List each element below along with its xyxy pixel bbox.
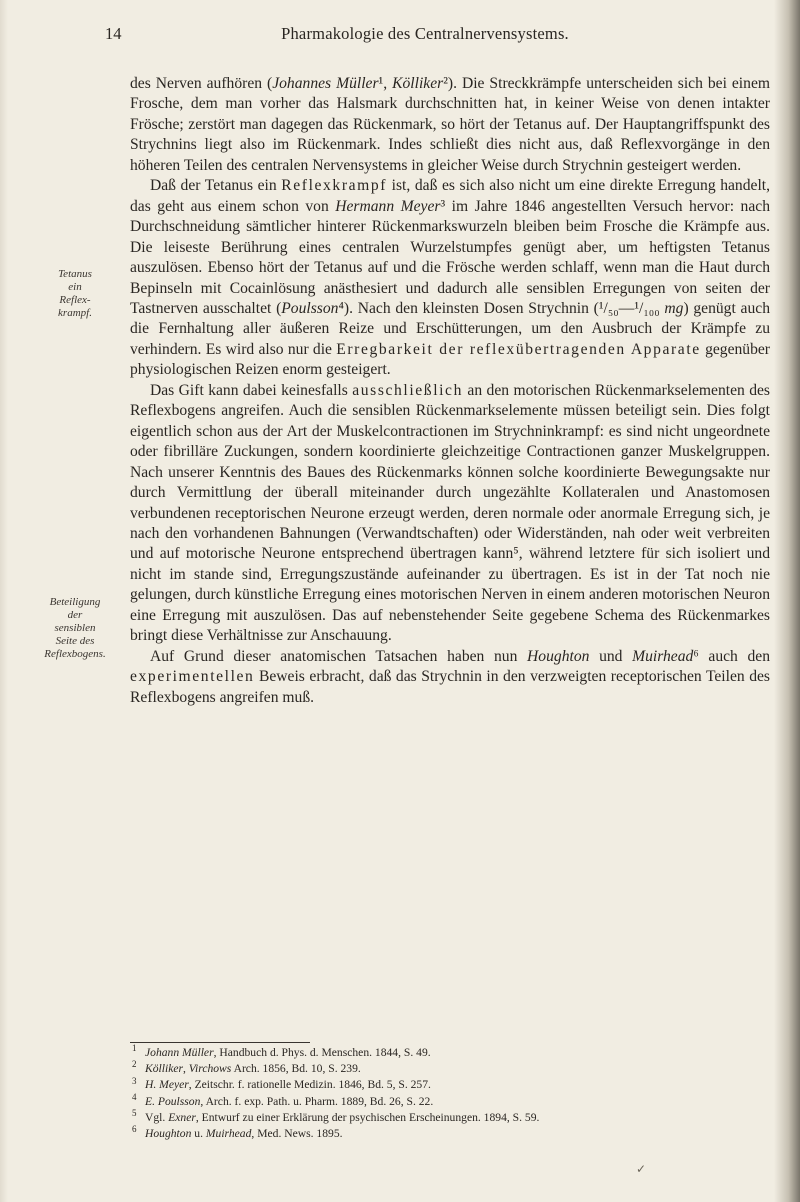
- footnote-rule: [130, 1042, 310, 1043]
- footnote: 3 H. Meyer, Zeitschr. f. rationelle Medizin. 1846, Bd. 5, S. 257.: [132, 1075, 431, 1092]
- margin-note-line: Reflexbogens.: [44, 648, 106, 660]
- text-run: , Med. News. 1895.: [251, 1127, 343, 1141]
- text-run: ) genügt auch die Fernhaltung aller äußeren Reize und Erschütterungen, um den Ausbruch der Krämpfe zu verhindern. Es wird also nur die: [130, 299, 770, 358]
- emphasized-term: experimentellen: [130, 668, 255, 686]
- author-name: Poulsson: [281, 299, 339, 317]
- margin-note-beteiligung: [20, 596, 130, 661]
- footnote: 5 Vgl. Exner, Entwurf zu einer Erklärung der psychischen Erscheinungen. 1894, S. 59.: [132, 1107, 540, 1124]
- text-run: an den motorischen Rückenmarkselementen des Reflexbogens angreifen. Auch die sensiblen Rückenmarkselemente müssen beteiligt sein. Dies folgt eigentlich schon aus der Art der Muskelcontractionen im Strychninkrampf: es sind nicht ungeordnete oder fibrilläre Zuckungen, sondern koordinierte gleichzeitige Contractionen ganzer Muskelgruppen. Nach unserer Kenntnis des Baues des Rückenmarks können solche koordinierte Bewegungsakte nur durch Vermittlung der überall miteinander durch ungezählte Kollateralen und Anastomosen verbundenen receptorischen Neurone erzeugt werden, deren normale oder anormale Erregung sich, je nach den vorhandenen Bahnungen (Verwandtschaften) oder Widerständen, nah oder weit verbreiten und auf motorische Neurone entsprechend übertragen kann⁵, während letztere für sich isoliert und nicht im stande sind, Erregungszustände aufeinander zu übertragen. Es ist in der Tat noch nie gelungen, durch künstliche Erregung eines motorischen Nerven in einem anderen motorischen Neuron eine Erregung mit auszulösen. Das auf nebenstehender Seite gegebene Schema des Rückenmarkes bringt diese Verhältnisse zur Anschauung.: [130, 381, 771, 645]
- margin-note-line: der: [67, 609, 83, 621]
- page-left-edge: [0, 0, 8, 1202]
- text-run: des Nerven aufhören (: [130, 75, 273, 92]
- author-name: Houghton: [145, 1127, 192, 1141]
- text-run: Beweis erbracht, daß das Strychnin in den verzweigten receptorischen Teilen des Reflexbogens angreifen muß.: [130, 668, 770, 706]
- author-name: Muirhead: [205, 1127, 252, 1141]
- margin-note-line: sensiblen: [54, 622, 96, 634]
- running-title: Pharmakologie des Centralnervensystems.: [281, 24, 569, 43]
- paragraph-2: [130, 176, 770, 381]
- unit: mg: [664, 299, 684, 317]
- text-run: , Arch. f. exp. Path. u. Pharm. 1889, Bd. 26, S. 22.: [200, 1094, 434, 1108]
- text-run: und: [589, 647, 633, 665]
- pencil-mark: ✓: [636, 1162, 647, 1176]
- journal-name: Virchows: [188, 1062, 232, 1076]
- footnotes: [130, 1045, 770, 1142]
- text-run: Daß der Tetanus ein: [150, 177, 282, 195]
- text-run: ist, daß es sich also nicht um eine direkte Erregung handelt, das geht aus einem schon von: [130, 177, 771, 215]
- author-name: Exner: [168, 1110, 196, 1124]
- margin-note-line: ein: [68, 281, 82, 293]
- margin-note-line: Reflex-: [59, 294, 91, 306]
- page-number: 14: [105, 24, 122, 43]
- author-name: Muirhead: [632, 647, 694, 665]
- text-run: , Entwurf zu einer Erklärung der psychischen Erscheinungen. 1894, S. 59.: [195, 1110, 540, 1124]
- page-header: [105, 24, 745, 48]
- body-text: [130, 74, 770, 708]
- margin-note-line: Tetanus: [58, 268, 92, 280]
- emphasized-term: Erregbarkeit der reflexübertragenden Apparate: [336, 340, 701, 358]
- emphasized-term: Reflexkrampf: [281, 177, 388, 195]
- emphasized-term: ausschließlich: [352, 381, 463, 399]
- author-name: H. Meyer: [145, 1078, 189, 1092]
- footnote: 6 Houghton u. Muirhead, Med. News. 1895.: [132, 1124, 343, 1141]
- text-run: ³ im Jahre 1846 angestellten Versuch hervor: nach Durchschneidung sämtlicher hinterer Rückenmarkswurzeln bleiben beim Frosche die Krämpfe aus. Die leiseste Berührung eines centralen Wurzelstumpfes genügt aber, um heftigsten Tetanus auszulösen. Ebenso hört der Tetanus auf und die Frösche werden schlaff, wenn man die Haut durch Bepinseln mit Cocainlösung anästhesiert und dadurch alle sensiblen Erregungen von seiten der Tastnerven ausschaltet (: [130, 197, 770, 317]
- text-run: ⁶ auch den: [693, 647, 771, 665]
- margin-note-tetanus: [20, 268, 130, 320]
- text-run: Auf Grund dieser anatomischen Tatsachen haben nun: [150, 647, 528, 665]
- text-run: ²). Die Streckkrämpfe unterscheiden sich bei einem Frosche, dem man vorher das Halsmark durchschnitten hat, in keiner Weise von denen intakter Frösche; zerstört man dagegen das Rückenmark, so hört der Tetanus auf. Der Hauptangriffspunkt des Strychnins liegt also im Rückenmark. Indes schließt dies nicht aus, daß Reflexvorgänge in den höheren Teilen des centralen Nervensystems in gleicher Weise durch Strychnin gesteigert werden.: [130, 75, 770, 174]
- paragraph-4: [130, 647, 770, 708]
- author-name: E. Poulsson: [145, 1094, 201, 1108]
- text-run: Das Gift kann dabei keinesfalls: [150, 381, 353, 399]
- author-name: Houghton: [527, 647, 590, 665]
- text-run: gegenüber physiologischen Reizen enorm gesteigert.: [130, 340, 771, 379]
- page-binding-shadow: [774, 0, 800, 1202]
- text-run: , Zeitschr. f. rationelle Medizin. 1846, Bd. 5, S. 257.: [188, 1078, 431, 1092]
- author-name: Johannes Müller: [272, 75, 379, 92]
- text-run: Arch. 1856, Bd. 10, S. 239.: [231, 1062, 361, 1076]
- margin-note-line: Seite des: [55, 635, 95, 647]
- paragraph-1: [130, 74, 770, 176]
- margin-note-line: krampf.: [58, 307, 92, 319]
- text-run: ¹,: [378, 75, 393, 92]
- author-name: Johann Müller: [145, 1046, 214, 1059]
- author-name: Kölliker: [145, 1062, 183, 1076]
- text-run: , Handbuch d. Phys. d. Menschen. 1844, S. 49.: [213, 1046, 431, 1059]
- author-name: Kölliker: [392, 75, 444, 92]
- text-run: Vgl.: [145, 1110, 169, 1124]
- margin-note-line: Beteiligung: [49, 596, 101, 608]
- footnote: 4 E. Poulsson, Arch. f. exp. Path. u. Pharm. 1889, Bd. 26, S. 22.: [132, 1091, 434, 1108]
- footnote: 1 Johann Müller, Handbuch d. Phys. d. Menschen. 1844, S. 49.: [132, 1043, 431, 1059]
- footnote: 2 Kölliker, Virchows Arch. 1856, Bd. 10, S. 239.: [132, 1059, 361, 1076]
- text-run: ,: [183, 1062, 189, 1076]
- text-run: ⁴). Nach den kleinsten Dosen Strychnin (¹/₅₀—¹/₁₀₀: [338, 299, 665, 317]
- text-run: u.: [191, 1127, 206, 1141]
- paragraph-3: [130, 381, 770, 647]
- author-name: Hermann Meyer: [335, 197, 441, 215]
